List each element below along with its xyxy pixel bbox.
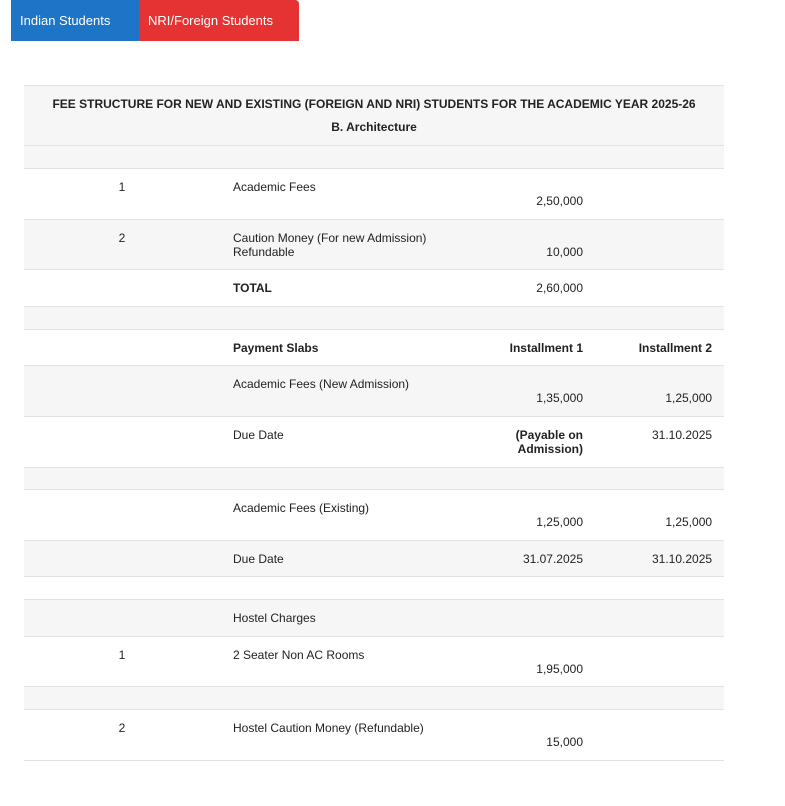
installment-1-due: 31.07.2025 bbox=[444, 541, 583, 577]
row-number: 2 bbox=[24, 710, 220, 761]
fee-label: Academic Fees (New Admission) bbox=[220, 366, 444, 417]
total-label: TOTAL bbox=[220, 270, 444, 307]
installment-2-value: 1,25,000 bbox=[583, 490, 724, 541]
table-header-row bbox=[24, 86, 724, 146]
fee-amount: 10,000 bbox=[444, 220, 583, 270]
table-title: FEE STRUCTURE FOR NEW AND EXISTING (FOREIGN AND NRI) STUDENTS FOR THE ACADEMIC YEAR 2025-26 bbox=[52, 97, 696, 111]
spacer-row bbox=[24, 687, 724, 710]
installment-1-header: Installment 1 bbox=[444, 330, 583, 366]
installment-2-due: 31.10.2025 bbox=[583, 541, 724, 577]
table-row bbox=[24, 220, 724, 270]
fee-label: 2 Seater Non AC Rooms bbox=[220, 637, 444, 687]
table-row bbox=[24, 710, 724, 761]
spacer-row bbox=[24, 577, 724, 600]
hostel-header-row bbox=[24, 600, 724, 637]
due-line1: (Payable on bbox=[515, 428, 583, 442]
course-name: B. Architecture bbox=[331, 120, 417, 134]
slabs-header-row bbox=[24, 330, 724, 366]
fee-amount: 15,000 bbox=[444, 710, 583, 761]
payment-slabs-label: Payment Slabs bbox=[220, 330, 444, 366]
student-type-tabs bbox=[11, 0, 299, 41]
table-row bbox=[24, 169, 724, 220]
installment-1-value: 1,35,000 bbox=[444, 366, 583, 417]
fee-label: Hostel Caution Money (Refundable) bbox=[220, 710, 444, 761]
row-number: 1 bbox=[24, 169, 220, 220]
installment-2-value: 1,25,000 bbox=[583, 366, 724, 417]
row-number: 2 bbox=[24, 220, 220, 270]
due-line2: Admission) bbox=[517, 442, 583, 456]
fee-amount: 1,95,000 bbox=[444, 637, 583, 687]
table-row bbox=[24, 366, 724, 417]
table-row bbox=[24, 417, 724, 468]
fee-label: Academic Fees (Existing) bbox=[220, 490, 444, 541]
total-row bbox=[24, 270, 724, 307]
installment-2-due: 31.10.2025 bbox=[583, 417, 724, 468]
tab-indian-students[interactable]: Indian Students bbox=[11, 0, 139, 41]
installment-1-value: 1,25,000 bbox=[444, 490, 583, 541]
fee-label bbox=[220, 220, 444, 270]
row-number: 1 bbox=[24, 637, 220, 687]
table-header bbox=[24, 86, 724, 146]
spacer-row bbox=[24, 468, 724, 490]
hostel-charges-label: Hostel Charges bbox=[220, 600, 444, 637]
total-amount: 2,60,000 bbox=[444, 270, 583, 307]
fee-label-line2: Refundable bbox=[233, 245, 295, 259]
fee-label: Academic Fees bbox=[220, 169, 444, 220]
due-date-label: Due Date bbox=[220, 541, 444, 577]
fee-structure-table bbox=[24, 85, 724, 761]
tab-nri-foreign-students[interactable]: NRI/Foreign Students bbox=[139, 0, 299, 41]
spacer-row bbox=[24, 307, 724, 330]
due-date-label: Due Date bbox=[220, 417, 444, 468]
installment-1-due bbox=[444, 417, 583, 468]
table-row bbox=[24, 637, 724, 687]
table-row bbox=[24, 490, 724, 541]
fee-amount: 2,50,000 bbox=[444, 169, 583, 220]
spacer-row bbox=[24, 146, 724, 169]
installment-2-header: Installment 2 bbox=[583, 330, 724, 366]
fee-label-line1: Caution Money (For new Admission) bbox=[233, 231, 427, 245]
table-row bbox=[24, 541, 724, 577]
